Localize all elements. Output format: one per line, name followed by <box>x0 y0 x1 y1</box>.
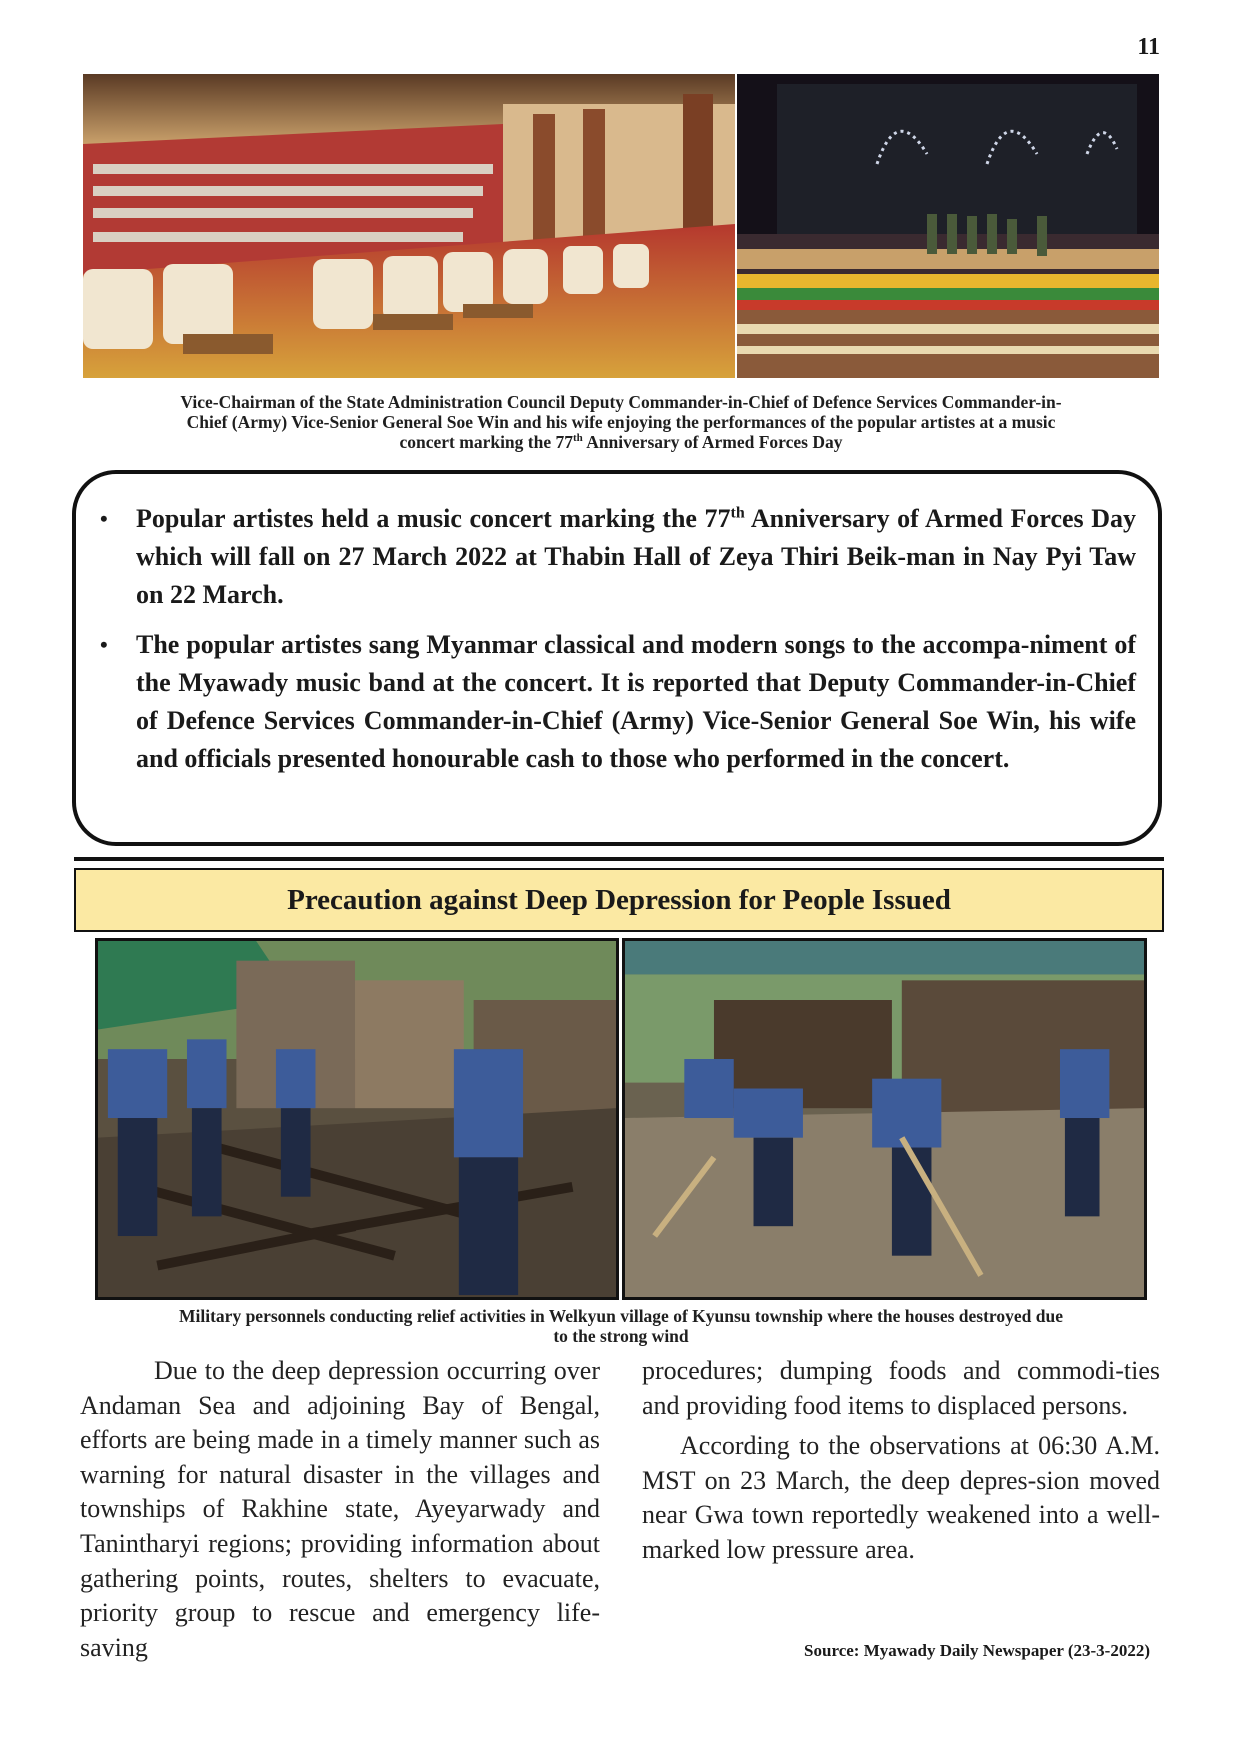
concert-audience-photo <box>83 74 735 378</box>
source-credit: Source: Myawady Daily Newspaper (23-3-2022) <box>804 1641 1150 1660</box>
page-number: 11 <box>1137 34 1160 60</box>
article-headline: Precaution against Deep Depression for People Issued <box>74 868 1164 932</box>
summary-box <box>72 470 1162 846</box>
bottom-caption-line-2: to the strong wind <box>553 1326 689 1346</box>
bottom-caption-line-1: Military personnels conducting relief activities in Welkyun village of Kyunsu township where the houses destroyed due <box>179 1306 1063 1326</box>
top-caption-line-3: concert marking the 77th Anniversary of Armed Forces Day <box>399 432 843 452</box>
top-caption-line-2: Chief (Army) Vice-Senior General Soe Win and his wife enjoying the performances of the popular artistes at a music <box>186 412 1056 432</box>
article-column-1 <box>80 1354 600 1671</box>
top-caption-line-1: Vice-Chairman of the State Administration Council Deputy Commander-in-Chief of Defence Services Commander-in- <box>180 392 1062 412</box>
article-paragraph-3: According to the observations at 06:30 A.M. MST on 23 March, the deep depres-sion moved near Gwa town reportedly weakened into a well-marked low pressure area. <box>642 1431 1160 1564</box>
bullet-marker: • <box>100 632 108 657</box>
bottom-photo-caption <box>83 1306 1159 1346</box>
relief-photo-left <box>95 938 619 1300</box>
section-divider <box>74 857 1164 861</box>
summary-list <box>100 500 1136 790</box>
article-column-2 <box>642 1354 1160 1574</box>
article-paragraph-2: procedures; dumping foods and commodi-ties and providing food items to displaced persons. <box>642 1356 1160 1420</box>
top-photo-caption <box>83 392 1159 452</box>
bullet-marker: • <box>100 506 108 531</box>
summary-item-2: • The popular artistes sang Myanmar classical and modern songs to the accompa-niment of the Myawady music band at the concert. It is reported that Deputy Commander-in-Chief of Defence Services Commander-in-Chief (Army) Vice-Senior General Soe Win, his wife and officials presented honourable cash to those who performed in the concert. <box>136 626 1136 778</box>
article-paragraph-1: Due to the deep depression occurring over Andaman Sea and adjoining Bay of Bengal, efforts are being made in a timely manner such as warning for natural disaster in the villages and townships of Rakhine state, Ayeyarwady and Tanintharyi regions; providing information about gathering points, routes, shelters to evacuate, priority group to rescue and emergency life-saving <box>80 1356 600 1662</box>
relief-photo-right <box>622 938 1147 1300</box>
concert-stage-photo <box>737 74 1159 378</box>
summary-item-1: • Popular artistes held a music concert marking the 77th Anniversary of Armed Forces Day which will fall on 27 March 2022 at Thabin Hall of Zeya Thiri Beik-man in Nay Pyi Taw on 22 March. <box>136 500 1136 614</box>
